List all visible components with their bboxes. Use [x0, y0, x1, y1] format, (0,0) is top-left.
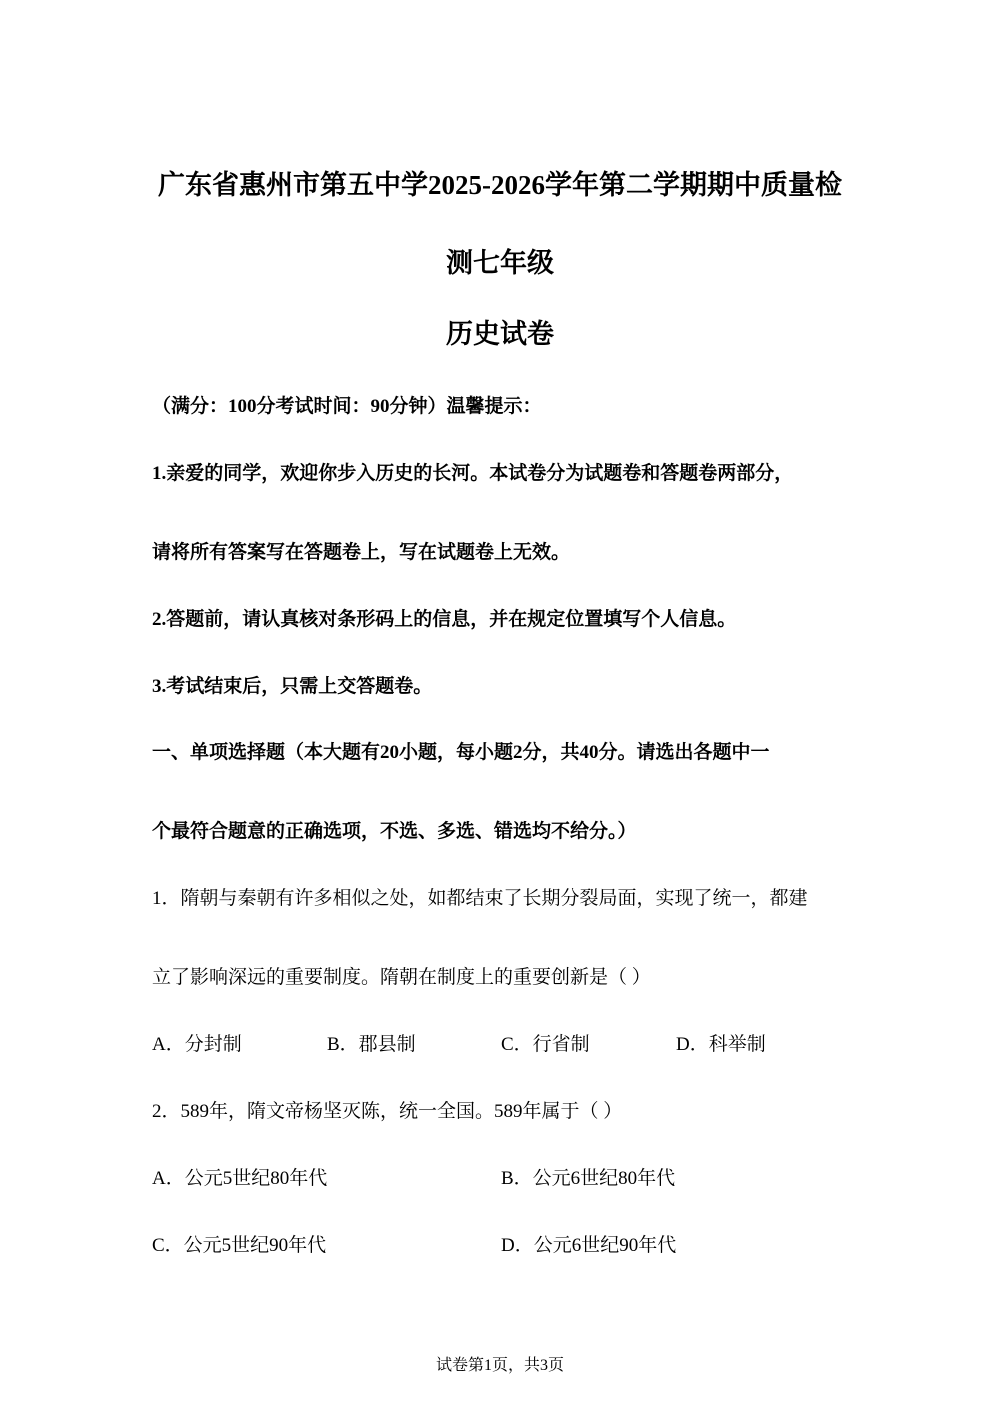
exam-title-line2: 测七年级	[446, 248, 554, 278]
question-1-option-b: B．郡县制	[327, 1034, 416, 1055]
question-2-option-a: A．公元5世纪80年代	[152, 1168, 328, 1189]
notice-item-3: 3.考试结束后，只需上交答题卷。	[152, 676, 433, 697]
question-1-option-c: C．行省制	[501, 1034, 590, 1055]
question-1-option-d: D．科举制	[676, 1034, 766, 1055]
question-2-option-d: D．公元6世纪90年代	[501, 1235, 677, 1256]
exam-title-line1: 广东省惠州市第五中学2025-2026学年第二学期期中质量检	[158, 170, 842, 200]
question-2-option-b: B．公元6世纪80年代	[501, 1168, 676, 1189]
exam-intro: （满分：100分考试时间：90分钟）温馨提示：	[152, 396, 542, 417]
notice-item-2: 2.答题前，请认真核对条形码上的信息，并在规定位置填写个人信息。	[152, 609, 737, 630]
question-1-stem-line2: 立了影响深远的重要制度。隋朝在制度上的重要创新是（ ）	[152, 967, 651, 988]
question-2-stem: 2．589年，隋文帝杨坚灭陈，统一全国。589年属于（ ）	[152, 1101, 623, 1122]
question-1-stem-line1: 1．隋朝与秦朝有许多相似之处，如都结束了长期分裂局面，实现了统一，都建	[152, 888, 808, 909]
notice-item-1-line2: 请将所有答案写在答题卷上，写在试题卷上无效。	[152, 542, 571, 563]
page-footer: 试卷第1页，共3页	[435, 1357, 564, 1374]
notice-item-1-line1: 1.亲爱的同学，欢迎你步入历史的长河。本试卷分为试题卷和答题卷两部分，	[152, 463, 794, 484]
question-2-option-c: C．公元5世纪90年代	[152, 1235, 327, 1256]
section-heading-line1: 一、单项选择题（本大题有20小题，每小题2分，共40分。请选出各题中一	[152, 742, 770, 763]
question-1-option-a: A．分封制	[152, 1034, 242, 1055]
exam-subject-title: 历史试卷	[446, 319, 554, 349]
section-heading-line2: 个最符合题意的正确选项，不选、多选、错选均不给分。）	[152, 821, 637, 842]
